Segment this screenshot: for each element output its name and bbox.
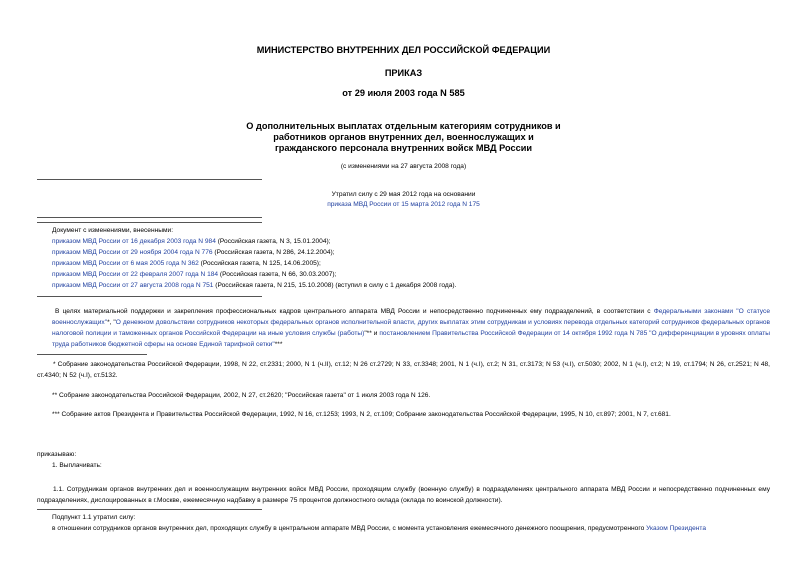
amendment-item: приказом МВД России от 22 февраля 2007 года N 184 (Российская газета, N 66, 30.03.2007); — [52, 271, 337, 278]
invalid-order-link[interactable]: приказа МВД России от 15 марта 2012 года N 175 — [327, 201, 480, 208]
invalid-notice: Утратил силу с 29 мая 2012 года на основании — [331, 191, 476, 198]
amendment-item: приказом МВД России от 27 августа 2008 года N 751 (Российская газета, N 215, 15.10.2008) (вступил в силу с 1 декабря 2008 года). — [52, 282, 457, 289]
doc-type-heading: ПРИКАЗ — [384, 68, 423, 78]
footnote-1: * Собрание законодательства Российской Федерации, 1998, N 22, ст.2331; 2000, N 1 (ч.II), ст.12; N 26 ст.2729; N 33, ст.3348; 2001, N 1 (ч.I), ст.2; N 31, ст.3173; N 53 (ч.I), ст.5030; 2002, N 1 (ч.I), ст.2; N 19, ст.1794; N 26, ст.2521; N 48, ст.4340; N 52 (ч.I), ст.5132. — [37, 361, 770, 379]
divider — [37, 509, 262, 510]
item-1: 1. Выплачивать: — [52, 462, 102, 469]
divider — [37, 222, 262, 223]
item-1-1: 1.1. Сотрудникам органов внутренних дел и военнослужащим внутренних войск МВД России, проходящим службу (военную службу) в подразделениях центрального аппарата МВД России и непосредственно подчиненных ему подразделениях, дислоцированных в г.Москве, ежемесячную надбавку в размере 75 процентов должностного оклада (оклада по воинской должности). — [37, 486, 770, 504]
amendment-item: приказом МВД России от 29 ноября 2004 года N 776 (Российская газета, N 286, 24.12.2004); — [52, 249, 335, 256]
government-resolution-link[interactable]: постановлением Правительства Российской Федерации от 14 октября 1992 года N 785 "О дифференциации в уровнях оплаты труда работников бюджетной сферы на основе Единой тарифной сетки" — [52, 330, 770, 348]
amendment-link[interactable]: приказом МВД России от 22 февраля 2007 года N 184 — [52, 271, 219, 278]
footnote-divider — [37, 354, 147, 355]
title-line-3: гражданского персонала внутренних войск МВД России — [274, 143, 533, 153]
amendment-link[interactable]: приказом МВД России от 6 мая 2005 года N 362 — [52, 260, 199, 267]
divider — [37, 296, 262, 297]
amendment-item: приказом МВД России от 6 мая 2005 года N 362 (Российская газета, N 125, 14.06.2005); — [52, 260, 321, 267]
lost-force-note: Подпункт 1.1 утратил силу: — [52, 514, 136, 521]
date-line: от 29 июля 2003 года N 585 — [342, 88, 465, 98]
order-word: приказываю: — [37, 451, 77, 458]
changes-note: (с изменениями на 27 августа 2008 года) — [340, 163, 467, 170]
preamble-paragraph: В целях материальной поддержки и закрепления профессиональных кадров центрального аппарата МВД России и непосредственно подчиненных ему подразделений, в соответствии с Федеральными законами "О статусе военнослужащих"*, "О денежном довольствии сотрудников некоторых федеральных органов исполнительной власти, других выплатах этим сотрудникам и условиях перевода отдельных категорий сотрудников федеральных органов налоговой полиции и таможенных органов Российской Федерации на иные условия службы (работы)"** и постановлением Правительства Российской Федерации от 14 октября 1992 года N 785 "О дифференциации в уровнях оплаты труда работников бюджетной сферы на основе Единой тарифной сетки"*** — [52, 308, 770, 348]
amendment-link[interactable]: приказом МВД России от 16 декабря 2003 года N 984 — [52, 238, 216, 245]
divider — [37, 179, 262, 180]
ministry-heading: МИНИСТЕРСТВО ВНУТРЕННИХ ДЕЛ РОССИЙСКОЙ ФЕДЕРАЦИИ — [256, 45, 551, 55]
amendments-intro: Документ с изменениями, внесенными: — [52, 227, 174, 234]
footnote-2: ** Собрание законодательства Российской Федерации, 2002, N 27, ст.2620; "Российская газета" от 1 июля 2003 года N 126. — [52, 392, 431, 399]
title-line-1: О дополнительных выплатах отдельным категориям сотрудников и — [246, 121, 561, 131]
last-paragraph: в отношении сотрудников органов внутренних дел, проходящих службу в центральном аппарате МВД России, с момента установления ежемесячного денежного поощрения, предусмотренного Указом Президента — [52, 525, 706, 532]
federal-laws-link[interactable]: Федеральными законами "О статусе военнослужащих" — [52, 308, 770, 326]
amendment-item: приказом МВД России от 16 декабря 2003 года N 984 (Российская газета, N 3, 15.01.2004); — [52, 238, 331, 245]
amendment-link[interactable]: приказом МВД России от 29 ноября 2004 года N 776 — [52, 249, 213, 256]
footnote-3: *** Собрание актов Президента и Правительства Российской Федерации, 1992, N 16, ст.1253; 1993, N 2, ст.109; Собрание законодательства Российской Федерации, 1995, N 10, ст.897; 2001, N 7, ст.681. — [52, 411, 671, 418]
allowance-law-link[interactable]: О денежном довольствии сотрудников некоторых федеральных органов исполнительной власти, других выплатах этим сотрудникам и условиях перевода отдельных категорий сотрудников федеральных органов налоговой полиции и таможенных органов Российской Федерации на иные условия службы (работы) — [52, 319, 770, 337]
divider — [37, 217, 262, 218]
title-line-2: работников органов внутренних дел, военнослужащих и — [273, 132, 534, 142]
amendment-link[interactable]: приказом МВД России от 27 августа 2008 года N 751 — [52, 282, 214, 289]
president-decree-link[interactable]: Указом Президента — [646, 525, 706, 532]
